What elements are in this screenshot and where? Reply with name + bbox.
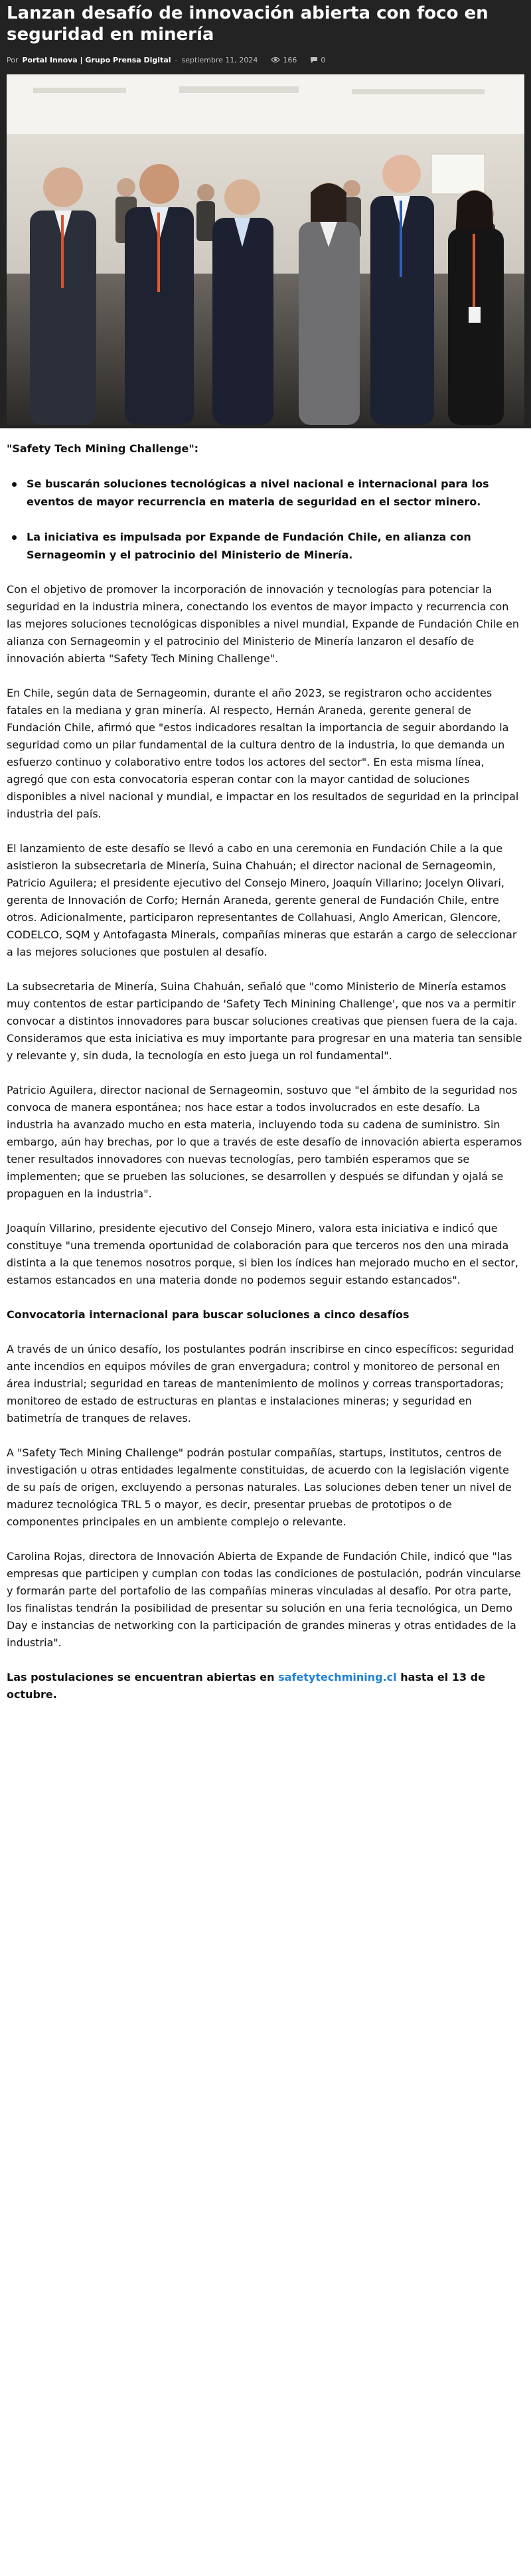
paragraph: A "Safety Tech Mining Challenge" podrán postular compañías, startups, institutos, centros de investigación u otras entidades legalmente constituidas, de acuerdo con la legislación vigente de su país de origen, excluyendo a personas naturales. Las soluciones deben tener un nivel de madurez tecnológica TRL 5 o mayor, es decir, presentar pruebas de prototipos o de componentes principales en un ambiente complejo o relevante. <box>7 1446 512 1528</box>
article-meta <box>7 53 325 66</box>
highlights-list <box>7 475 524 564</box>
article-body <box>0 428 531 1703</box>
article-photo <box>7 74 524 425</box>
paragraph: Patricio Aguilera, director nacional de Sernageomin, sostuvo que "el ámbito de la seguridad nos convoca de manera espontánea; nos hace estar a todos involucrados en este desafío. La industria ha avanzado mucho en esta materia, incluyendo toda su cadena de suministro. Sin embargo, aún hay brechas, por lo que a través de este desafío de innovación abierta esperamos tener resultados innovadores con nuevas tecnologías, pero también esperamos que se implementen; que se prueben las soluciones, se desarrollen y después se difundan y ojalá se propaguen en la industria". <box>7 1084 522 1200</box>
paragraph: Carolina Rojas, directora de Innovación Abierta de Expande de Fundación Chile, indicó que "las empresas que participen y cumplan con todas las condiciones de postulación, podrán vincularse y formarán parte del portafolio de las compañías mineras vinculadas al desafío. Por otra parte, los finalistas tendrán la posibilidad de presentar su solución en una feria tecnológica, un Demo Day e instancias de networking con la participación de grandes mineras y otras entidades de la industria". <box>7 1550 521 1649</box>
section-subheading: Convocatoria internacional para buscar soluciones a cinco desafíos <box>7 1308 410 1321</box>
meta-by: Por <box>7 55 19 64</box>
lead-heading: "Safety Tech Mining Challenge": <box>7 442 199 455</box>
paragraph: Joaquín Villarino, presidente ejecutivo del Consejo Minero, valora esta iniciativa e indicó que constituye "una tremenda oportunidad de colaboración para que terceros nos den una mirada distinta a la que tenemos nosotros porque, si bien los índices han mejorado mucho en el sector, estamos estancados en una materia donde no podemos seguir estando estancados". <box>7 1222 519 1286</box>
highlight-item: La iniciativa es impulsada por Expande de Fundación Chile, en alianza con Sernageomin y el patrocinio del Ministerio de Minería. <box>21 528 524 564</box>
paragraph: Con el objetivo de promover la incorporación de innovación y tecnologías para potenciar la seguridad en la industria minera, conectando los eventos de mayor impacto y recurrencia con las mejores soluciones tecnológicas disponibles a nivel mundial, Expande de Fundación Chile en alianza con Sernageomin y el patrocinio del Ministerio de Minería lanzaron el desafío de innovación abierta "Safety Tech Mining Challenge". <box>7 583 520 665</box>
group-photo-illustration <box>7 74 524 425</box>
closing-text-before: Las postulaciones se encuentran abiertas en <box>7 1671 279 1683</box>
eye-icon <box>271 56 280 63</box>
paragraph: En Chile, según data de Sernageomin, durante el año 2023, se registraron ocho accidentes fatales en la mediana y gran minería. Al respecto, Hernán Araneda, gerente general de Fundación Chile, afirmó que "estos indicadores resaltan la importancia de seguir abordando la seguridad como un pilar fundamental de la cultura dentro de la industria, lo que demanda un esfuerzo continuo y colaborativo entre todos los actores del sector". En esta misma línea, agregó que con esta convocatoria esperan contar con la mayor cantidad de soluciones disponibles a nivel nacional y mundial, e impactar en los resultados de seguridad en la principal industria del país. <box>7 687 519 820</box>
views-value: 166 <box>283 55 297 64</box>
article-title: Lanzan desafío de innovación abierta con foco en seguridad en minería <box>7 3 489 44</box>
website-link[interactable]: safetytechmining.cl <box>278 1671 397 1683</box>
comments-value: 0 <box>321 55 326 64</box>
paragraph: La subsecretaria de Minería, Suina Chahuán, señaló que "como Ministerio de Minería estamos muy contentos de estar participando de 'Safety Tech Minining Challenge', que nos va a permitir convocar a distintos innovadores para buscar soluciones creativas que piensen fuera de la caja. Consideramos que esta iniciativa es muy importante para progresar en una materia tan sensible y relevante y, sin duda, la tecnología en esto juega un rol fundamental". <box>7 980 522 1062</box>
comment-icon <box>310 56 318 64</box>
closing-text-after: hasta el 13 de octubre. <box>7 1671 485 1701</box>
meta-separator: - <box>175 55 178 64</box>
comments-count[interactable] <box>310 56 325 64</box>
highlight-item: Se buscarán soluciones tecnológicas a nivel nacional e internacional para los eventos de mayor recurrencia en materia de seguridad en el sector minero. <box>21 475 524 511</box>
article-header <box>0 0 531 428</box>
paragraph: A través de un único desafío, los postulantes podrán inscribirse en cinco específicos: seguridad ante incendios en equipos móviles de gran envergadura; control y monitoreo de personal en área industrial; seguridad en tareas de mantenimiento de molinos y correas transportadoras; monitoreo de estado de estructuras en plantas e instalaciones mineras; y seguridad en batimetría de tranques de relaves. <box>7 1343 514 1424</box>
paragraph: El lanzamiento de este desafío se llevó a cabo en una ceremonia en Fundación Chile a la que asistieron la subsecretaria de Minería, Suina Chahuán; el director nacional de Sernageomin, Patricio Aguilera; el presidente ejecutivo del Consejo Minero, Joaquín Villarino; Jocelyn Olivari, gerenta de Innovación de Corfo; Hernán Araneda, gerente general de Fundación Chile, entre otros. Adicionalmente, participaron representantes de Collahuasi, Anglo American, Glencore, CODELCO, SQM y Antofagasta Minerals, compañías mineras que estarán a cargo de seleccionar a las mejores soluciones que postulen al desafío. <box>7 842 517 958</box>
closing-statement <box>7 1669 524 1703</box>
author-link[interactable]: Portal Innova | Grupo Prensa Digital <box>22 55 171 64</box>
publish-date: septiembre 11, 2024 <box>181 55 258 64</box>
views-count <box>271 56 297 64</box>
